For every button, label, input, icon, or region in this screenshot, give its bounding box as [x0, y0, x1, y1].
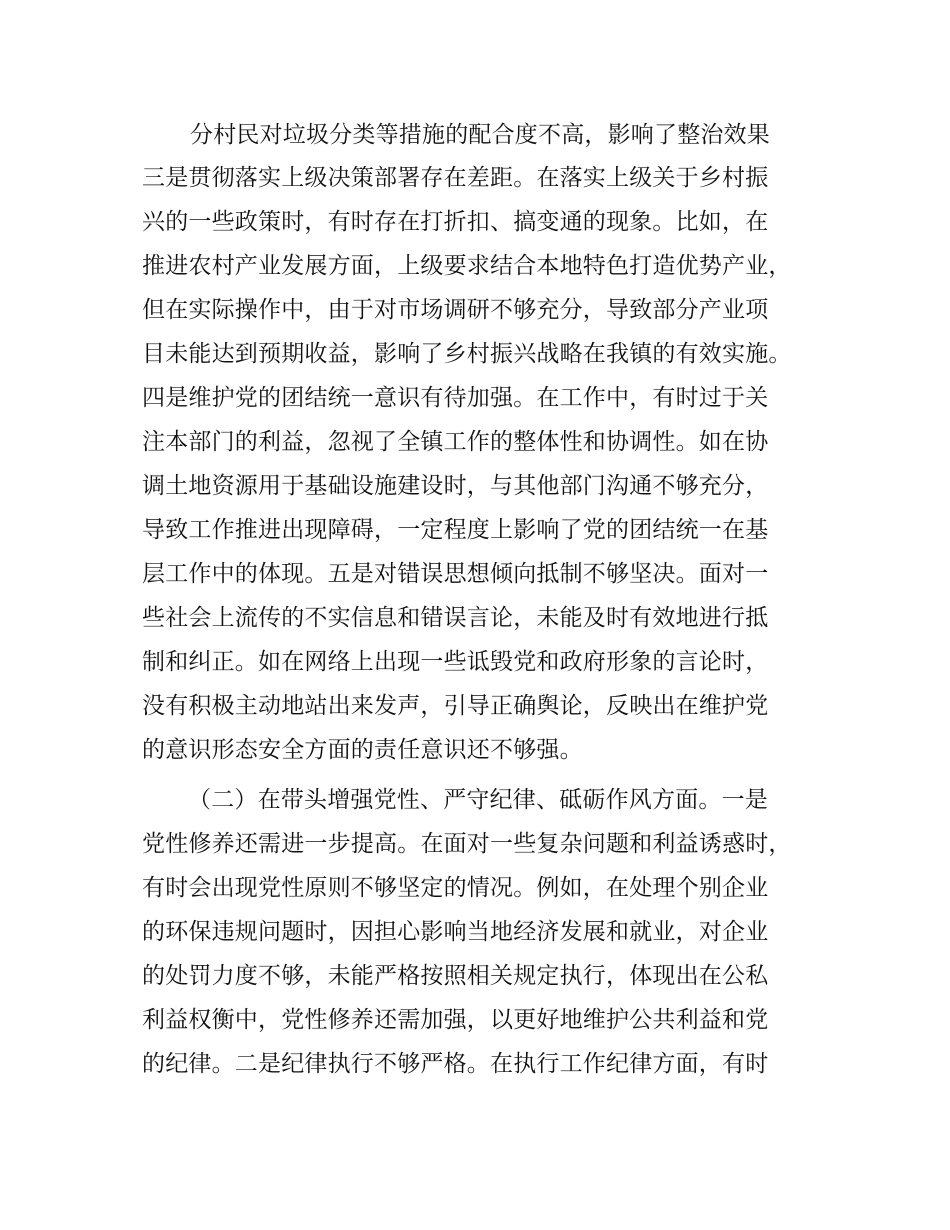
text-line: 调土地资源用于基础设施建设时，与其他部门沟通不够充分， — [142, 473, 769, 499]
text-line: 制和纠正。如在网络上出现一些诋毁党和政府形象的言论时， — [142, 649, 769, 675]
text-line: 的处罚力度不够，未能严格按照相关规定执行，体现出在公私 — [142, 963, 769, 989]
text-line: 注本部门的利益，忽视了全镇工作的整体性和协调性。如在协 — [142, 429, 769, 455]
text-line: 党性修养还需进一步提高。在面对一些复杂问题和利益诱惑时， — [142, 831, 792, 857]
text-line: 推进农村产业发展方面，上级要求结合本地特色打造优势产业， — [142, 253, 792, 279]
text-line: 的纪律。二是纪律执行不够严格。在执行工作纪律方面，有时 — [142, 1051, 769, 1077]
text-line: 的意识形态安全方面的责任意识还不够强。 — [142, 737, 583, 763]
text-line: 层工作中的体现。五是对错误思想倾向抵制不够坚决。面对一 — [142, 561, 769, 587]
text-line: 的环保违规问题时，因担心影响当地经济发展和就业，对企业 — [142, 919, 769, 945]
text-line: 些社会上流传的不实信息和错误言论，未能及时有效地进行抵 — [142, 605, 769, 631]
text-line: 导致工作推进出现障碍，一定程度上影响了党的团结统一在基 — [142, 517, 769, 543]
text-line: 目未能达到预期收益，影响了乡村振兴战略在我镇的有效实施。 — [142, 341, 792, 367]
text-line: 三是贯彻落实上级决策部署存在差距。在落实上级关于乡村振 — [142, 165, 769, 191]
text-line: （二）在带头增强党性、严守纪律、砥砺作风方面。一是 — [188, 787, 768, 813]
text-line: 分村民对垃圾分类等措施的配合度不高，影响了整治效果 — [190, 122, 770, 148]
text-line: 但在实际操作中，由于对市场调研不够充分，导致部分产业项 — [142, 297, 769, 323]
text-line: 兴的一些政策时，有时存在打折扣、搞变通的现象。比如，在 — [142, 209, 769, 235]
text-line: 没有积极主动地站出来发声，引导正确舆论，反映出在维护党 — [142, 693, 769, 719]
text-line: 利益权衡中，党性修养还需加强，以更好地维护公共利益和党 — [142, 1007, 769, 1033]
text-line: 四是维护党的团结统一意识有待加强。在工作中，有时过于关 — [142, 385, 769, 411]
text-line: 有时会出现党性原则不够坚定的情况。例如，在处理个别企业 — [142, 875, 769, 901]
